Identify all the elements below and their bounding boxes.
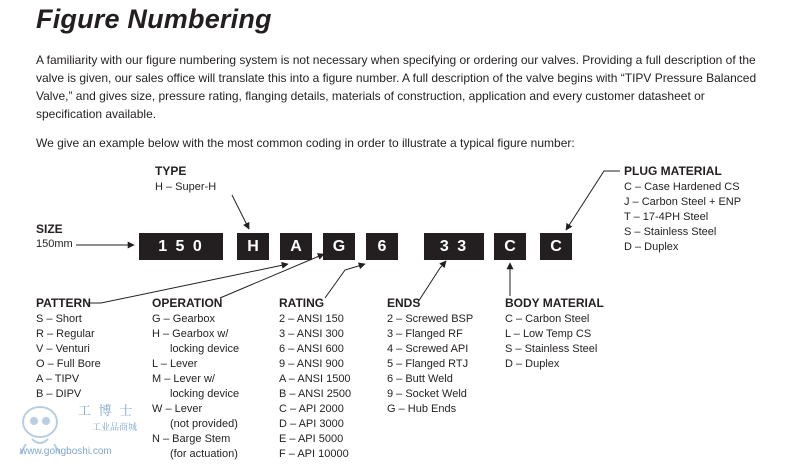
list-item: O – Full Bore bbox=[36, 358, 101, 370]
list-item: D – API 3000 bbox=[279, 418, 344, 430]
list-item: G – Gearbox bbox=[152, 313, 215, 325]
code-box-operation: A bbox=[280, 233, 312, 260]
code-box-type: H bbox=[237, 233, 269, 260]
type-label: TYPE bbox=[155, 164, 187, 178]
list-item: G – Hub Ends bbox=[387, 403, 457, 415]
list-item: S – Short bbox=[36, 313, 82, 325]
size-value: 150mm bbox=[36, 238, 73, 250]
list-item: locking device bbox=[170, 343, 240, 355]
list-item: C – API 2000 bbox=[279, 403, 344, 415]
ends-arrow bbox=[418, 261, 446, 302]
list-item: R – Regular bbox=[36, 328, 95, 340]
list-item: F – API 10000 bbox=[279, 448, 349, 460]
list-item: A – ANSI 1500 bbox=[279, 373, 351, 385]
list-item: S – Stainless Steel bbox=[624, 226, 717, 238]
list-item: J – Carbon Steel + ENP bbox=[624, 196, 742, 208]
size-label: SIZE bbox=[36, 222, 63, 236]
code-box-pattern: 3 3 bbox=[424, 233, 484, 260]
list-item: L – Low Temp CS bbox=[505, 328, 592, 340]
list-item: 6 – Butt Weld bbox=[387, 373, 453, 385]
code-box-size: 1 5 0 bbox=[139, 233, 223, 260]
ends-label: ENDS bbox=[387, 296, 421, 310]
list-item: A – TIPV bbox=[36, 373, 80, 385]
list-item: N – Barge Stem bbox=[152, 433, 231, 445]
list-item: E – API 5000 bbox=[279, 433, 344, 445]
code-box-ends: 6 bbox=[366, 233, 398, 260]
page-title: Figure Numbering bbox=[36, 4, 272, 34]
list-item: B – ANSI 2500 bbox=[279, 388, 352, 400]
list-item: W – Lever bbox=[152, 403, 203, 415]
list-item: 9 – Socket Weld bbox=[387, 388, 467, 400]
plug-arrow bbox=[566, 171, 620, 230]
pattern-label: PATTERN bbox=[36, 296, 91, 310]
list-item: 4 – Screwed API bbox=[387, 343, 469, 355]
list-item: M – Lever w/ bbox=[152, 373, 215, 385]
body-material-list bbox=[505, 312, 597, 372]
rating-list bbox=[279, 312, 351, 462]
list-item: D – Duplex bbox=[505, 358, 560, 370]
plug-material-label: PLUG MATERIAL bbox=[624, 164, 722, 178]
list-item: H – Gearbox w/ bbox=[152, 328, 229, 340]
watermark-url: www.gongboshi.com bbox=[20, 446, 112, 457]
list-item: 6 – ANSI 600 bbox=[279, 343, 344, 355]
list-item: 2 – ANSI 150 bbox=[279, 313, 344, 325]
list-item: locking device bbox=[170, 388, 240, 400]
list-item: D – Duplex bbox=[624, 241, 679, 253]
body-material-label: BODY MATERIAL bbox=[505, 296, 604, 310]
plug-material-list bbox=[624, 180, 741, 255]
operation-list bbox=[152, 312, 239, 462]
list-item: B – DIPV bbox=[36, 388, 82, 400]
list-item: (not provided) bbox=[170, 418, 238, 430]
list-item: 3 – ANSI 300 bbox=[279, 328, 344, 340]
list-item: V – Venturi bbox=[36, 343, 90, 355]
type-arrow bbox=[232, 195, 249, 229]
watermark-brand: 工 博 士 bbox=[78, 403, 135, 418]
code-box-body: C bbox=[494, 233, 526, 260]
code-box-rating: G bbox=[323, 233, 355, 260]
example-paragraph: We give an example below with the most common coding in order to illustrate a typical figure number: bbox=[36, 136, 575, 150]
type-item: H – Super-H bbox=[155, 181, 217, 193]
intro-paragraph: A familiarity with our figure numbering system is not necessary when specifying or ordering our valves. Providing a full description of the valve is given, our sales office will translate this into a figure number. A full description of the valve begins with “TIPV Pressure Balanced Valve,” and gives size, pressure rating, flanging details, materials of construction, application and every customer datasheet or specification available. bbox=[36, 53, 757, 121]
list-item: 2 – Screwed BSP bbox=[387, 313, 474, 325]
rating-label: RATING bbox=[279, 296, 325, 310]
watermark-sub: 工业品商城 bbox=[92, 422, 138, 432]
rating-arrow bbox=[325, 264, 365, 298]
list-item: C – Case Hardened CS bbox=[624, 181, 740, 193]
list-item: 3 – Flanged RF bbox=[387, 328, 463, 340]
list-item: C – Carbon Steel bbox=[505, 313, 590, 325]
list-item: T – 17-4PH Steel bbox=[624, 211, 709, 223]
list-item: S – Stainless Steel bbox=[505, 343, 598, 355]
list-item: L – Lever bbox=[152, 358, 198, 370]
ends-list bbox=[387, 312, 473, 417]
list-item: (for actuation) bbox=[170, 448, 238, 460]
list-item: 5 – Flanged RTJ bbox=[387, 358, 469, 370]
operation-arrow bbox=[220, 254, 324, 298]
code-box-plug: C bbox=[540, 233, 572, 260]
list-item: 9 – ANSI 900 bbox=[279, 358, 344, 370]
operation-label: OPERATION bbox=[152, 296, 223, 310]
